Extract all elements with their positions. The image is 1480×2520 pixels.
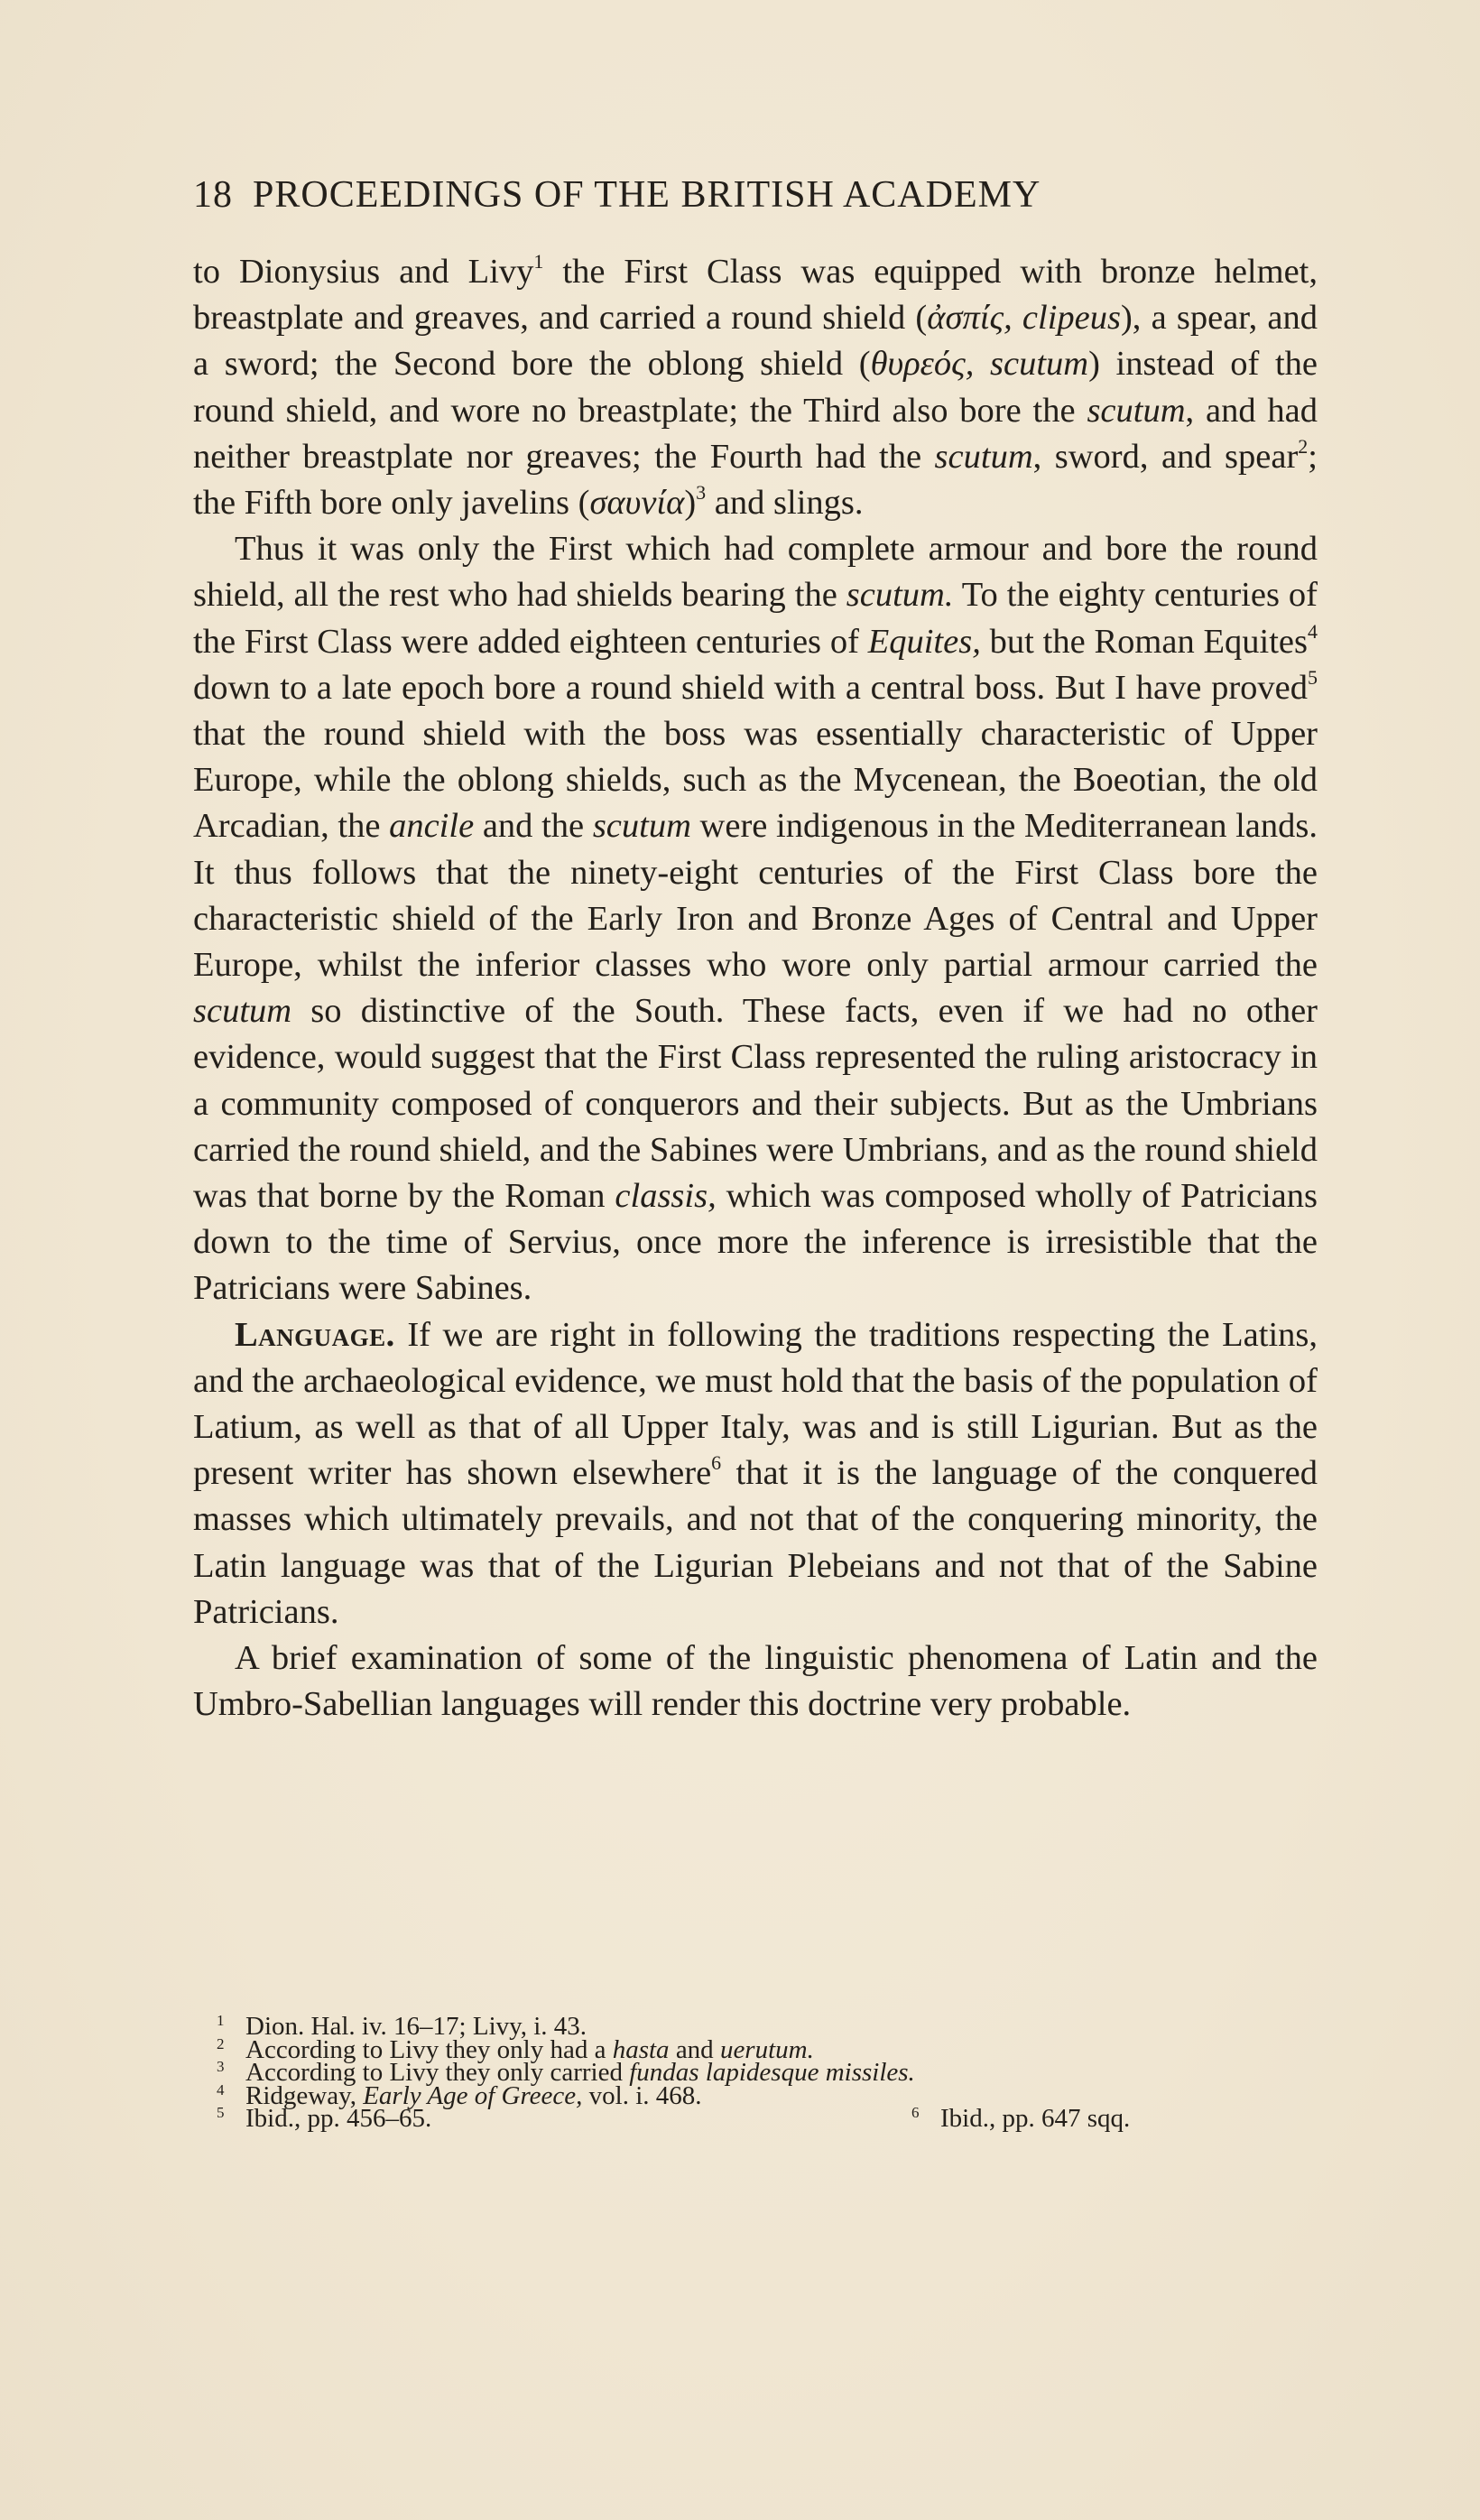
paragraph-armour-classes <box>193 249 1318 526</box>
text-run: ; the Fifth bore only javelins ( <box>193 437 1318 523</box>
text-run: ) <box>684 484 697 523</box>
footnote-1 <box>217 2009 1209 2041</box>
text-run: If we are right in following the traditions respecting the Latins, and the archaeological evidence, we must hold that the basis of the population of Latium, as well as that of all Upper Italy, was and is still Ligurian. But as the present writer has shown elsewhere <box>193 1315 1318 1493</box>
footnote-text: and <box>669 2034 720 2064</box>
footnote-number: 6 <box>911 2104 920 2121</box>
text-run: , sword, and spear <box>1032 437 1299 476</box>
paragraph-linguistic: A brief examination of some of the linguistic phenomena of Latin and the Umbro-Sabellian languages will render this doctrine very probable. <box>193 1639 1318 1724</box>
greek-term: θυρεός, <box>870 345 975 384</box>
footnote-number: 5 <box>217 2104 225 2121</box>
latin-term: ancile <box>389 807 475 846</box>
footnote-text: According to Livy they only carried <box>245 2058 630 2087</box>
footnote-text: Ibid., pp. 456–65. <box>245 2104 432 2133</box>
latin-term: clipeus <box>1022 299 1121 338</box>
latin-term: scutum <box>990 345 1089 384</box>
running-title: PROCEEDINGS OF THE BRITISH ACADEMY <box>253 174 1041 216</box>
latin-term: scutum <box>934 437 1033 476</box>
text-run: that the round shield with the boss was essentially characteristic of Upper Europe, while the oblong shields, such as the Mycenean, the Boeotian, the old Arcadian, the <box>193 715 1318 846</box>
text-run: , and had neither breastplate nor greaves; the Fourth had the <box>193 391 1318 476</box>
footnotes <box>217 2009 1209 2133</box>
greek-term: ἀσπίς, <box>927 299 1013 338</box>
running-header <box>193 173 1276 217</box>
text-run: ), a spear, and a sword; the Second bore the oblong shield ( <box>193 299 1318 384</box>
paragraph-language <box>193 1312 1318 1635</box>
text-run: and slings. <box>706 484 864 523</box>
paragraph-round-shield <box>193 526 1318 1311</box>
text-run: To the eighty centuries of the First Class were added eighteen centuries of <box>193 576 1318 661</box>
footnote-text: According to Livy they only had a <box>245 2034 613 2064</box>
footnote-number: 3 <box>217 2058 225 2075</box>
text-run: to Dionysius and Livy <box>193 253 534 291</box>
footnote-3 <box>217 2055 1209 2087</box>
latin-term: scutum <box>592 807 691 846</box>
latin-term: scutum. <box>846 576 954 615</box>
body-text <box>193 249 1318 1728</box>
latin-term: scutum <box>1087 391 1186 430</box>
footnote-text: Dion. Hal. iv. 16–17; Livy, i. 43. <box>245 2012 587 2041</box>
text-run: and the <box>474 807 593 846</box>
footnote-text: Ridgeway, <box>245 2080 364 2110</box>
text-run: Thus it was only the First which had complete armour and bore the round shield, all the rest who had shields bearing the <box>193 530 1318 615</box>
footnote-text: vol. i. 468. <box>582 2080 702 2110</box>
footnote-number: 2 <box>217 2034 225 2052</box>
page-number: 18 <box>193 174 233 216</box>
footnote-ref: 1 <box>533 250 544 273</box>
footnote-ref: 2 <box>1298 434 1309 458</box>
latin-term: scutum <box>193 992 292 1031</box>
text-run: so distinctive of the South. These facts, even if we had no other evidence, would suggest that the First Class represented the ruling aristocracy in a community composed of conquerors and their subjects. But as the Umbrians carried the round shield, and the Sabines were Umbrians, and as the round shield was that borne by the Roman <box>193 992 1318 1216</box>
footnote-ref: 6 <box>711 1451 722 1475</box>
footnote-text: Ibid., pp. 647 sqq. <box>940 2104 1131 2133</box>
latin-term: uerutum. <box>719 2034 814 2064</box>
text-run: that it is the language of the conquered masses which ultimately prevails, and not that of the conquering minority, the Latin language was that of the Ligurian Plebeians and not that of the Sabine Patricians. <box>193 1454 1318 1631</box>
text-run: the First Class was equipped with bronze helmet, breastplate and greaves, and carried a round shield ( <box>193 253 1318 338</box>
text-run <box>974 345 990 383</box>
footnote-number: 1 <box>217 2012 225 2029</box>
text-run <box>1013 299 1022 337</box>
footnote-ref: 3 <box>696 481 707 505</box>
latin-term: Equites, <box>867 622 981 661</box>
text-run: were indigenous in the Mediterranean lands. It thus follows that the ninety-eight centuries of the First Class bore the characteristic shield of the Early Iron and Bronze Ages of Central and Upper Europe, whilst the inferior classes who wore only partial armour carried the <box>193 807 1318 985</box>
latin-term: hasta <box>612 2034 670 2064</box>
book-title: Early Age of Greece, <box>363 2080 583 2110</box>
latin-term: fundas lapidesque missiles. <box>629 2058 915 2087</box>
footnote-4 <box>217 2079 1209 2110</box>
greek-term: σαυνία <box>589 484 685 523</box>
section-heading: Language. <box>235 1315 395 1354</box>
text-run: ) instead of the round shield, and wore no breastplate; the Third also bore the <box>193 345 1318 430</box>
text-run: but the Roman Equites <box>980 622 1308 661</box>
text-run: down to a late epoch bore a round shield with a central boss. But I have proved <box>193 668 1308 707</box>
footnote-5 <box>217 2101 1209 2133</box>
text-run: which was composed wholly of Patricians down to the time of Servius, once more the inference is irresistible that the Patricians were Sabines. <box>193 1177 1318 1308</box>
footnote-ref: 5 <box>1308 665 1318 689</box>
footnote-ref: 4 <box>1308 619 1318 643</box>
latin-term: classis, <box>615 1177 717 1216</box>
footnote-6 <box>911 2101 1130 2131</box>
footnote-number: 4 <box>217 2080 225 2098</box>
footnote-2 <box>217 2033 1209 2064</box>
